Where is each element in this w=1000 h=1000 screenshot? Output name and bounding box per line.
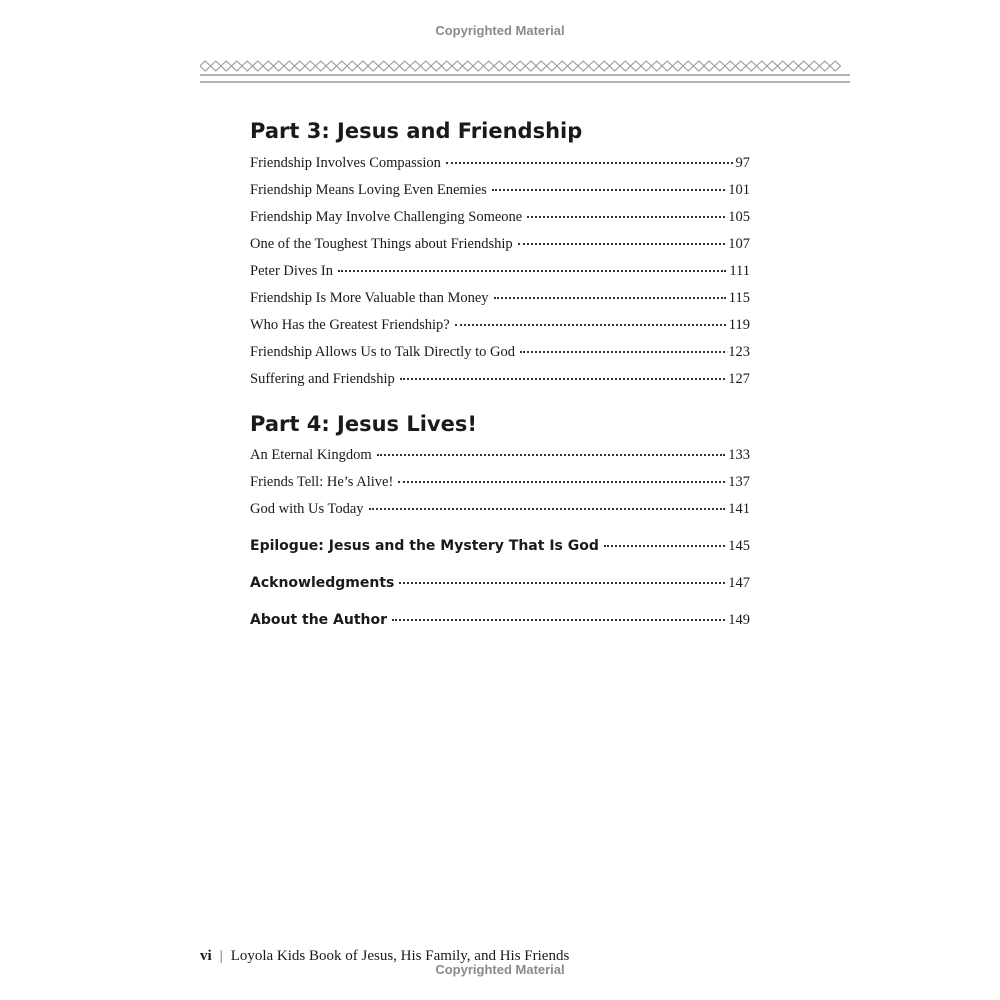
toc-entry-title: Friendship Involves Compassion <box>250 155 441 171</box>
toc-entry-page: 127 <box>728 371 750 387</box>
part3-heading: Part 3: Jesus and Friendship <box>250 119 583 143</box>
toc-entry-title: Who Has the Greatest Friendship? <box>250 317 450 333</box>
ornament-diamond <box>599 61 610 71</box>
ornament-diamond <box>305 61 316 71</box>
ornament-diamond <box>200 61 211 71</box>
toc-entry-major[interactable] <box>250 575 750 597</box>
ornament-diamond <box>568 61 579 71</box>
ornament-diamond <box>589 61 600 71</box>
toc-entry-page: 147 <box>728 575 750 591</box>
toc-entry-page: 105 <box>728 209 750 225</box>
leader-dots <box>604 545 725 547</box>
ornament-diamond <box>809 61 820 71</box>
ornament-diamond <box>578 61 589 71</box>
leader-dots <box>494 297 726 299</box>
toc-entry-title: Epilogue: Jesus and the Mystery That Is God <box>250 538 599 554</box>
ornament-diamond <box>410 61 421 71</box>
ornament-diamond <box>778 61 789 71</box>
toc-entry-page: 111 <box>729 263 750 279</box>
toc-entry-title: Friends Tell: He’s Alive! <box>250 474 394 490</box>
ornament-diamond <box>253 61 264 71</box>
ornament-diamond <box>715 61 726 71</box>
ornament-diamond <box>379 61 390 71</box>
ornament-diamond <box>316 61 327 71</box>
leader-dots <box>527 216 725 218</box>
toc-entry-title: Suffering and Friendship <box>250 371 395 387</box>
toc-entry-title: Peter Dives In <box>250 263 333 279</box>
toc-entry-page: 101 <box>728 182 750 198</box>
ornament-diamond <box>547 61 558 71</box>
ornament-diamond <box>536 61 547 71</box>
toc-entry-title: About the Author <box>250 612 388 628</box>
ornament-diamond <box>788 61 799 71</box>
ornament-diamond <box>746 61 757 71</box>
header-ornament <box>200 58 850 88</box>
watermark-top: Copyrighted Material <box>435 23 565 38</box>
toc-entry-page: 115 <box>728 290 750 306</box>
toc-entry[interactable] <box>250 317 750 339</box>
ornament-diamond <box>442 61 453 71</box>
ornament-diamond <box>673 61 684 71</box>
ornament-diamond <box>295 61 306 71</box>
ornament-diamond <box>284 61 295 71</box>
watermark-bottom: Copyrighted Material <box>435 962 565 977</box>
ornament-diamond <box>400 61 411 71</box>
toc-entry-page: 149 <box>728 612 750 628</box>
toc-entry-title: Friendship Means Loving Even Enemies <box>250 182 487 198</box>
leader-dots <box>398 481 725 483</box>
toc-entry[interactable] <box>250 344 750 366</box>
ornament-diamond <box>683 61 694 71</box>
toc-entry-page: 97 <box>735 155 750 171</box>
part4-heading: Part 4: Jesus Lives! <box>250 412 477 436</box>
leader-dots <box>446 162 733 164</box>
footer-separator: | <box>219 948 223 964</box>
toc-entry-major[interactable] <box>250 612 750 634</box>
ornament-diamond <box>211 61 222 71</box>
ornament-diamond <box>358 61 369 71</box>
ornament-diamond <box>505 61 516 71</box>
leader-dots <box>492 189 725 191</box>
toc-entry[interactable] <box>250 263 750 285</box>
ornament-diamond <box>515 61 526 71</box>
ornament-diamond <box>337 61 348 71</box>
ornament-diamond <box>830 61 841 71</box>
toc-entry-page: 145 <box>728 538 750 554</box>
toc-entry-page: 137 <box>728 474 750 490</box>
leader-dots <box>400 378 726 380</box>
ornament-diamond <box>452 61 463 71</box>
toc-entry-title: God with Us Today <box>250 501 364 517</box>
toc-entry-title: One of the Toughest Things about Friendship <box>250 236 513 252</box>
ornament-diamond <box>820 61 831 71</box>
toc-entry[interactable] <box>250 371 750 393</box>
ornament-diamond <box>389 61 400 71</box>
ornament-diamond <box>620 61 631 71</box>
leader-dots <box>338 270 726 272</box>
ornament-diamond <box>484 61 495 71</box>
ornament-diamond <box>631 61 642 71</box>
ornament-diamond <box>799 61 810 71</box>
toc-entry[interactable] <box>250 447 750 469</box>
toc-entry-title: Acknowledgments <box>250 575 395 591</box>
ornament-diamond <box>757 61 768 71</box>
ornament-diamond <box>421 61 432 71</box>
ornament-diamond <box>326 61 337 71</box>
leader-dots <box>520 351 725 353</box>
ornament-diamond <box>274 61 285 71</box>
ornament-diamond <box>463 61 474 71</box>
leader-dots <box>455 324 726 326</box>
ornament-diamond <box>232 61 243 71</box>
ornament-diamond <box>473 61 484 71</box>
toc-entry-major[interactable] <box>250 538 750 560</box>
ornament-diamond <box>242 61 253 71</box>
toc-entry-page: 119 <box>728 317 750 333</box>
leader-dots <box>377 454 726 456</box>
ornament-diamond <box>662 61 673 71</box>
toc-entry[interactable] <box>250 290 750 312</box>
ornament-diamond <box>263 61 274 71</box>
toc-entry-page: 133 <box>728 447 750 463</box>
ornament-diamond <box>767 61 778 71</box>
ornament-diamond <box>736 61 747 71</box>
ornament-diamond <box>694 61 705 71</box>
ornament-diamond <box>494 61 505 71</box>
ornament-diamond <box>610 61 621 71</box>
toc-entry[interactable] <box>250 474 750 496</box>
toc-entry-page: 123 <box>728 344 750 360</box>
ornament-diamond <box>526 61 537 71</box>
ornament-diamond <box>704 61 715 71</box>
toc-entry[interactable] <box>250 155 750 177</box>
toc-entry[interactable] <box>250 501 750 523</box>
ornament-diamond <box>368 61 379 71</box>
page-number: vi <box>200 948 212 964</box>
leader-dots <box>399 582 725 584</box>
ornament-diamond <box>347 61 358 71</box>
leader-dots <box>369 508 726 510</box>
ornament-diamond <box>557 61 568 71</box>
toc-entry-page: 141 <box>728 501 750 517</box>
ornament-diamond <box>641 61 652 71</box>
toc-entry[interactable] <box>250 236 750 258</box>
toc-entry[interactable] <box>250 209 750 231</box>
toc-entry-title: An Eternal Kingdom <box>250 447 372 463</box>
running-title: Loyola Kids Book of Jesus, His Family, and His Friends <box>230 948 570 964</box>
toc-entry[interactable] <box>250 182 750 204</box>
toc-entry-page: 107 <box>728 236 750 252</box>
toc-entry-title: Friendship May Involve Challenging Someone <box>250 209 523 225</box>
leader-dots <box>518 243 726 245</box>
toc-entry-title: Friendship Is More Valuable than Money <box>250 290 489 306</box>
toc-entry-title: Friendship Allows Us to Talk Directly to God <box>250 344 515 360</box>
ornament-diamond <box>221 61 232 71</box>
ornament-diamond <box>431 61 442 71</box>
ornament-diamond <box>725 61 736 71</box>
leader-dots <box>392 619 725 621</box>
ornament-diamond <box>652 61 663 71</box>
